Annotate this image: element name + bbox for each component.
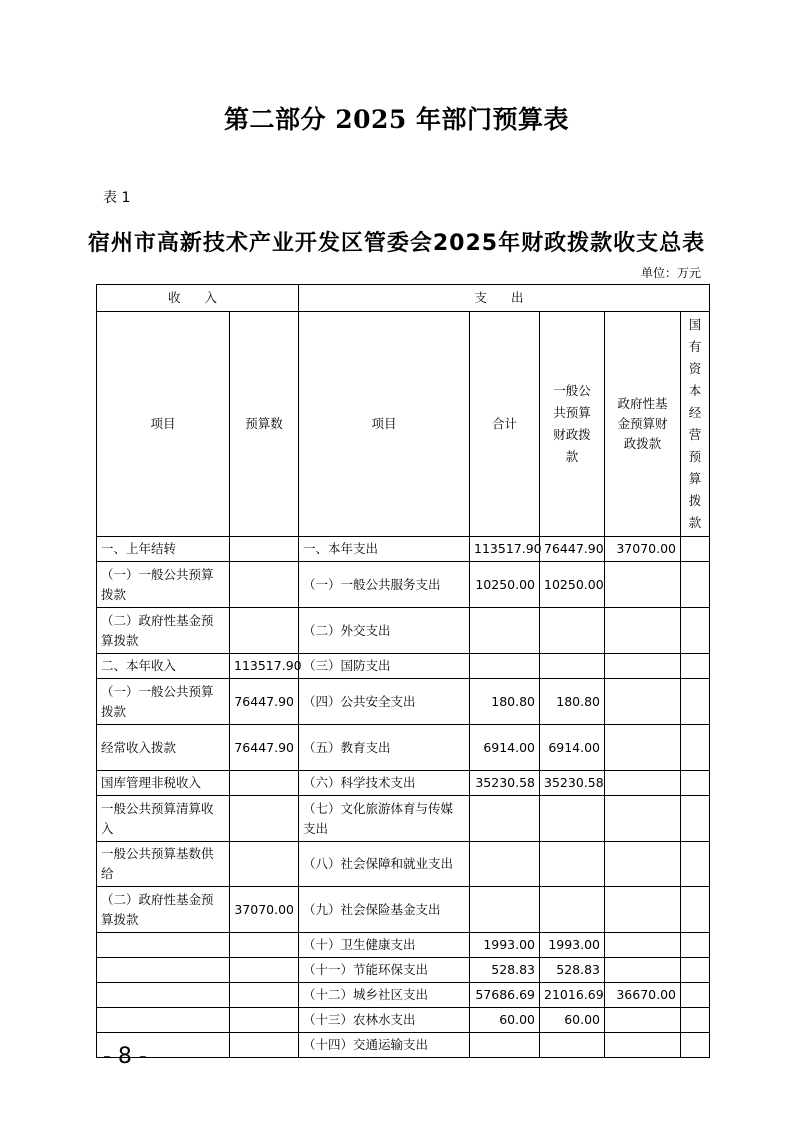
- income-amount-cell: [230, 562, 299, 608]
- table-title: 宿州市高新技术产业开发区管委会2025年财政拨款收支总表: [87, 231, 706, 256]
- general-public-header: [540, 312, 605, 537]
- table-row: [97, 933, 710, 958]
- header-row-2: [97, 312, 710, 537]
- income-amount-cell: 76447.90: [230, 725, 299, 771]
- expense-item-cell: （十一）节能环保支出: [299, 958, 470, 983]
- state-capital-cell: [681, 725, 710, 771]
- expense-item-cell: （三）国防支出: [299, 654, 470, 679]
- income-amount-cell: [230, 537, 299, 562]
- gov-fund-cell: [605, 562, 681, 608]
- section-title: 第二部分 2025 年部门预算表: [224, 105, 569, 134]
- income-amount-cell: [230, 983, 299, 1008]
- gov-fund-cell: [605, 771, 681, 796]
- expense-item-cell: （九）社会保险基金支出: [299, 887, 470, 933]
- general-public-cell: 528.83: [540, 958, 605, 983]
- general-public-cell: 6914.00: [540, 725, 605, 771]
- income-item-cell: [97, 933, 230, 958]
- table-row: [97, 1033, 710, 1058]
- gov-fund-cell: [605, 654, 681, 679]
- income-amount-cell: [230, 608, 299, 654]
- state-capital-cell: [681, 608, 710, 654]
- total-cell: 528.83: [470, 958, 540, 983]
- state-capital-cell: [681, 1033, 710, 1058]
- table-number: 表 1: [103, 190, 131, 206]
- total-cell: 60.00: [470, 1008, 540, 1033]
- gov-fund-cell: 37070.00: [605, 537, 681, 562]
- gov-fund-header: [605, 312, 681, 537]
- income-item-cell: 一、上年结转: [97, 537, 230, 562]
- gov-fund-cell: [605, 842, 681, 887]
- expense-item-cell: 一、本年支出: [299, 537, 470, 562]
- unit-label: 单位：万元: [640, 266, 701, 280]
- general-public-cell: [540, 654, 605, 679]
- state-capital-cell: [681, 796, 710, 842]
- table-row: [97, 725, 710, 771]
- general-public-cell: 21016.69: [540, 983, 605, 1008]
- total-cell: [470, 887, 540, 933]
- income-amount-cell: [230, 771, 299, 796]
- header-row-1: [97, 285, 710, 312]
- general-public-cell: [540, 887, 605, 933]
- total-cell: 10250.00: [470, 562, 540, 608]
- total-cell: [470, 1033, 540, 1058]
- income-amount-cell: [230, 933, 299, 958]
- gov-fund-cell: [605, 796, 681, 842]
- gov-fund-cell: [605, 1008, 681, 1033]
- expense-item-cell: （一）一般公共服务支出: [299, 562, 470, 608]
- general-public-cell: 35230.58: [540, 771, 605, 796]
- income-item-cell: （一）一般公共预算拨款: [97, 679, 230, 725]
- gov-fund-header-text: 政府性基金预算财政拨款: [617, 396, 668, 451]
- income-item-cell: （二）政府性基金预算拨款: [97, 887, 230, 933]
- income-item-cell: 一般公共预算清算收入: [97, 796, 230, 842]
- expense-item-cell: （七）文化旅游体育与传媒支出: [299, 796, 470, 842]
- gov-fund-cell: [605, 933, 681, 958]
- expense-item-cell: （二）外交支出: [299, 608, 470, 654]
- table-row: [97, 958, 710, 983]
- expense-item-cell: （六）科学技术支出: [299, 771, 470, 796]
- expense-item-cell: （十二）城乡社区支出: [299, 983, 470, 1008]
- state-capital-cell: [681, 771, 710, 796]
- total-cell: 35230.58: [470, 771, 540, 796]
- table-body: [97, 537, 710, 1058]
- table-row: [97, 1008, 710, 1033]
- general-public-cell: [540, 1033, 605, 1058]
- general-public-cell: 180.80: [540, 679, 605, 725]
- income-item-cell: [97, 958, 230, 983]
- state-capital-cell: [681, 842, 710, 887]
- general-public-cell: 76447.90: [540, 537, 605, 562]
- income-item-cell: [97, 983, 230, 1008]
- expense-item-cell: （八）社会保障和就业支出: [299, 842, 470, 887]
- income-amount-cell: [230, 1033, 299, 1058]
- table-row: [97, 679, 710, 725]
- state-capital-cell: [681, 562, 710, 608]
- gov-fund-cell: [605, 1033, 681, 1058]
- total-cell: [470, 608, 540, 654]
- expense-item-cell: （五）教育支出: [299, 725, 470, 771]
- page-number: - 8 -: [103, 1044, 147, 1069]
- income-item-cell: （一）一般公共预算拨款: [97, 562, 230, 608]
- expense-item-cell: （十）卫生健康支出: [299, 933, 470, 958]
- state-capital-cell: [681, 958, 710, 983]
- table-row: [97, 842, 710, 887]
- table-row: [97, 654, 710, 679]
- state-capital-cell: [681, 887, 710, 933]
- expense-header: 支 出: [299, 285, 710, 312]
- state-capital-cell: [681, 537, 710, 562]
- state-capital-header-text: 国有资本经营预算拨款: [688, 317, 702, 530]
- income-item-cell: [97, 1008, 230, 1033]
- total-cell: [470, 842, 540, 887]
- state-capital-cell: [681, 654, 710, 679]
- total-cell: [470, 796, 540, 842]
- budget-amount-header: 预算数: [230, 312, 299, 537]
- income-item-cell: 经常收入拨款: [97, 725, 230, 771]
- table-row: [97, 983, 710, 1008]
- expense-item-cell: （十四）交通运输支出: [299, 1033, 470, 1058]
- income-amount-cell: 76447.90: [230, 679, 299, 725]
- total-cell: 180.80: [470, 679, 540, 725]
- income-amount-cell: [230, 842, 299, 887]
- table-row: [97, 537, 710, 562]
- total-cell: 57686.69: [470, 983, 540, 1008]
- total-cell: 1993.00: [470, 933, 540, 958]
- general-public-cell: 60.00: [540, 1008, 605, 1033]
- state-capital-cell: [681, 679, 710, 725]
- income-header: 收 入: [97, 285, 299, 312]
- state-capital-header: [681, 312, 710, 537]
- income-amount-cell: [230, 796, 299, 842]
- general-public-cell: 10250.00: [540, 562, 605, 608]
- total-cell: 6914.00: [470, 725, 540, 771]
- expense-item-cell: （十三）农林水支出: [299, 1008, 470, 1033]
- table-row: [97, 887, 710, 933]
- table-row: [97, 771, 710, 796]
- general-public-cell: [540, 842, 605, 887]
- table-row: [97, 562, 710, 608]
- state-capital-cell: [681, 983, 710, 1008]
- gov-fund-cell: [605, 958, 681, 983]
- total-cell: [470, 654, 540, 679]
- general-public-cell: [540, 796, 605, 842]
- expense-item-cell: （四）公共安全支出: [299, 679, 470, 725]
- expense-item-header: 项目: [299, 312, 470, 537]
- state-capital-cell: [681, 933, 710, 958]
- general-public-cell: [540, 608, 605, 654]
- income-item-cell: （二）政府性基金预算拨款: [97, 608, 230, 654]
- income-item-cell: 一般公共预算基数供给: [97, 842, 230, 887]
- income-amount-cell: 37070.00: [230, 887, 299, 933]
- total-cell: 113517.90: [470, 537, 540, 562]
- state-capital-cell: [681, 1008, 710, 1033]
- total-header: 合计: [470, 312, 540, 537]
- income-item-cell: 二、本年收入: [97, 654, 230, 679]
- general-public-header-text: 一般公共预算财政拨款: [553, 383, 591, 464]
- budget-table: [96, 284, 710, 1058]
- income-amount-cell: 113517.90: [230, 654, 299, 679]
- gov-fund-cell: [605, 679, 681, 725]
- gov-fund-cell: [605, 887, 681, 933]
- gov-fund-cell: [605, 608, 681, 654]
- gov-fund-cell: [605, 725, 681, 771]
- gov-fund-cell: 36670.00: [605, 983, 681, 1008]
- income-amount-cell: [230, 958, 299, 983]
- income-amount-cell: [230, 1008, 299, 1033]
- income-item-header: 项目: [97, 312, 230, 537]
- general-public-cell: 1993.00: [540, 933, 605, 958]
- table-row: [97, 608, 710, 654]
- table-row: [97, 796, 710, 842]
- income-item-cell: 国库管理非税收入: [97, 771, 230, 796]
